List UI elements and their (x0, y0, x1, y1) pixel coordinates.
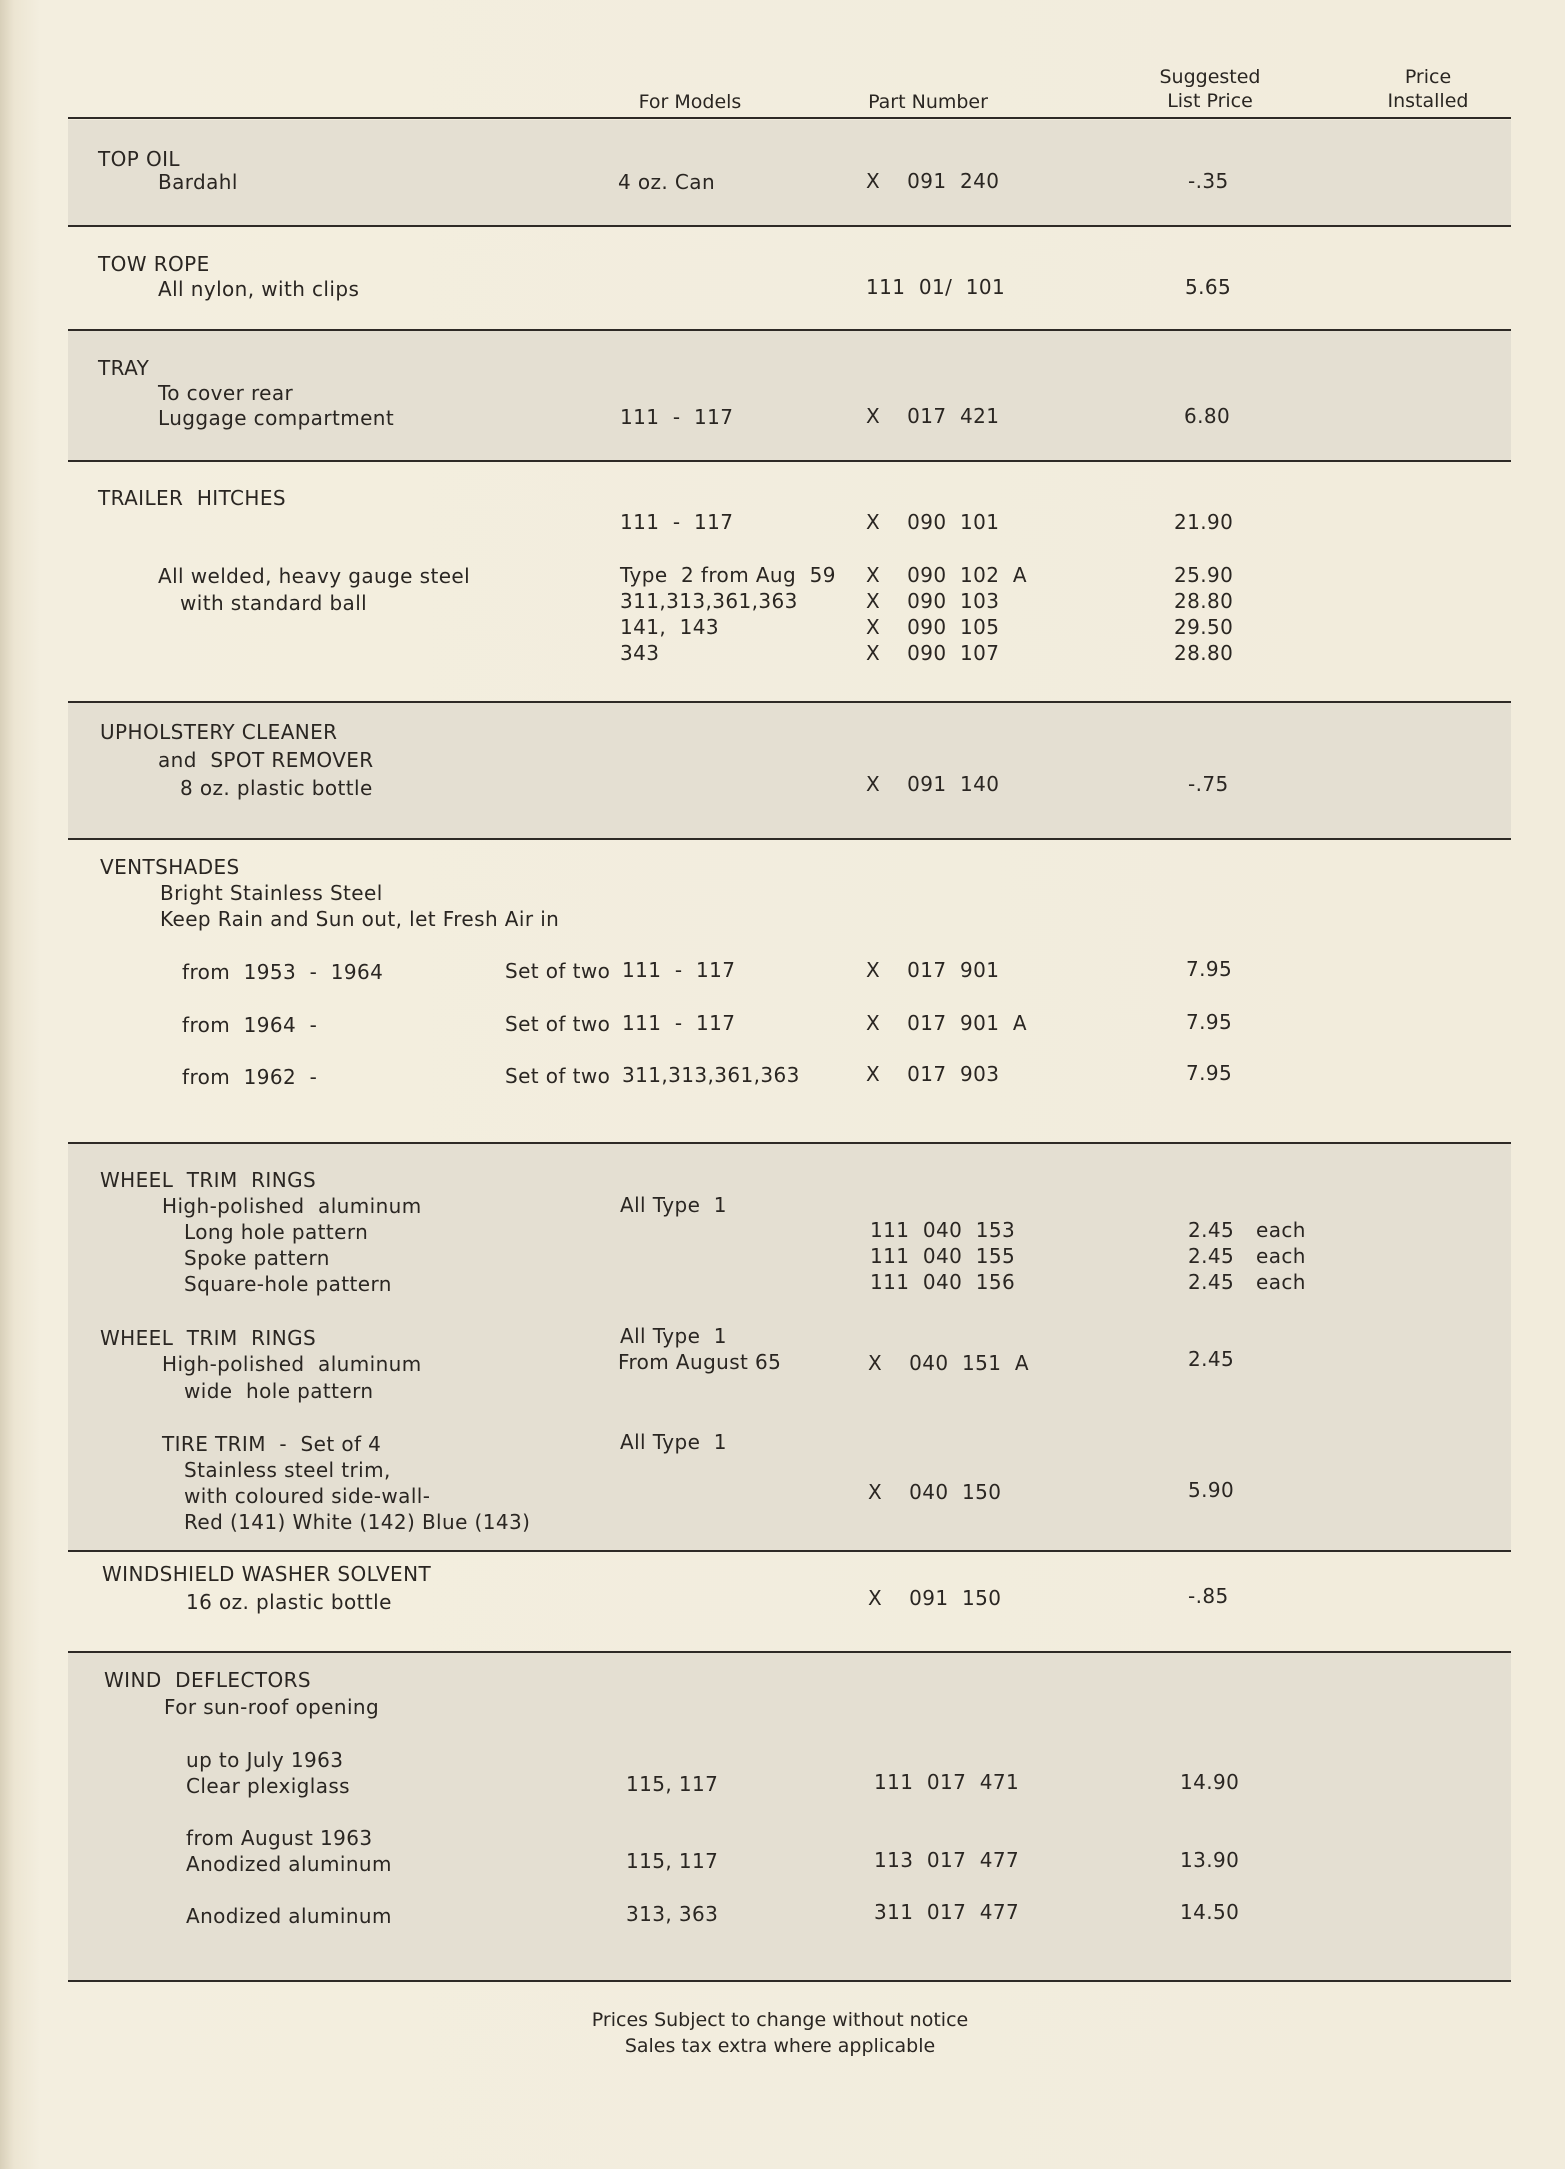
trailer-part: X 090 105 (866, 615, 1000, 639)
wheel-trim-row-part: 111 040 155 (870, 1244, 1016, 1268)
wind-deflector-part: 311 017 477 (874, 1900, 1020, 1924)
divider (68, 460, 1511, 462)
wind-deflector-price: 13.90 (1180, 1848, 1240, 1872)
tire-trim-price: 5.90 (1188, 1478, 1235, 1502)
wheel-trim-row-part: 111 040 153 (870, 1218, 1016, 1242)
wind-deflector-models: 313, 363 (626, 1902, 719, 1926)
wheel-trim-2-models-1: All Type 1 (620, 1324, 727, 1348)
divider (68, 329, 1511, 331)
trailer-models: 343 (620, 641, 660, 665)
header-list-price: List Price (1167, 90, 1253, 112)
wind-deflector-price: 14.50 (1180, 1900, 1240, 1924)
ventshades-from: from 1962 - (182, 1065, 318, 1089)
wheel-trim-2-models-2: From August 65 (618, 1350, 782, 1374)
washer-part: X 091 150 (868, 1586, 1002, 1610)
divider (68, 1651, 1511, 1653)
wind-deflector-line-2: Anodized aluminum (186, 1852, 392, 1876)
header-for-models: For Models (638, 91, 742, 113)
section-title-wind-deflectors: WIND DEFLECTORS (104, 1668, 311, 1692)
section-title-wheel-trim-rings-2: WHEEL TRIM RINGS (100, 1326, 317, 1350)
wind-deflector-models: 115, 117 (626, 1849, 719, 1873)
header-installed: Installed (1387, 90, 1469, 112)
wheel-trim-row-price: 2.45 (1188, 1218, 1235, 1242)
top-oil-models: 4 oz. Can (618, 170, 716, 194)
washer-price: -.85 (1188, 1584, 1229, 1608)
upholstery-price: -.75 (1188, 772, 1229, 796)
tray-desc-1: To cover rear (158, 381, 294, 405)
wind-deflector-models: 115, 117 (626, 1772, 719, 1796)
trailer-models: 141, 143 (620, 615, 720, 639)
tow-rope-part: 111 01/ 101 (866, 275, 1006, 299)
wheel-trim-row-price: 2.45 (1188, 1270, 1235, 1294)
divider (68, 1550, 1511, 1552)
ventshades-set: Set of two (505, 1064, 611, 1088)
wheel-trim-row-unit: each (1256, 1270, 1306, 1294)
wheel-trim-2-desc-2: wide hole pattern (184, 1379, 374, 1403)
wind-deflectors-desc: For sun-roof opening (164, 1695, 380, 1719)
top-oil-desc: Bardahl (158, 170, 238, 194)
section-title-ventshades: VENTSHADES (100, 855, 240, 879)
wheel-trim-row-desc: Long hole pattern (184, 1220, 369, 1244)
tire-trim-desc-1: Stainless steel trim, (184, 1458, 391, 1482)
divider (68, 1980, 1511, 1982)
upholstery-part: X 091 140 (866, 772, 1000, 796)
section-title-tray: TRAY (98, 356, 150, 380)
ventshades-models: 111 - 117 (622, 958, 736, 982)
tire-trim-models: All Type 1 (620, 1430, 727, 1454)
footer-line-2: Sales tax extra where applicable (624, 2035, 936, 2057)
wheel-trim-desc: High-polished aluminum (162, 1194, 422, 1218)
trailer-desc-2: with standard ball (180, 591, 368, 615)
header-part-number: Part Number (868, 91, 988, 113)
top-oil-price: -.35 (1188, 169, 1229, 193)
section-title-windshield-washer: WINDSHIELD WASHER SOLVENT (102, 1562, 432, 1586)
header-suggested: Suggested (1159, 66, 1261, 88)
wheel-trim-2-part: X 040 151 A (868, 1351, 1029, 1375)
tow-rope-desc: All nylon, with clips (158, 277, 360, 301)
ventshades-models: 311,313,361,363 (622, 1063, 800, 1087)
wheel-trim-row-desc: Square-hole pattern (184, 1272, 392, 1296)
tow-rope-price: 5.65 (1185, 275, 1232, 299)
ventshades-price: 7.95 (1186, 957, 1233, 981)
wheel-trim-row-desc: Spoke pattern (184, 1246, 330, 1270)
divider (68, 838, 1511, 840)
trailer-price: 28.80 (1174, 589, 1234, 613)
wind-deflector-line-1: from August 1963 (186, 1826, 373, 1850)
tire-trim-desc-2: with coloured side-wall- (184, 1484, 431, 1508)
wheel-trim-row-unit: each (1256, 1244, 1306, 1268)
trailer-part: X 090 103 (866, 589, 1000, 613)
trailer-part: X 090 101 (866, 510, 1000, 534)
footer-line-1: Prices Subject to change without notice (591, 2009, 969, 2031)
wheel-trim-row-part: 111 040 156 (870, 1270, 1016, 1294)
upholstery-desc-2: 8 oz. plastic bottle (180, 776, 373, 800)
wind-deflector-price: 14.90 (1180, 1770, 1240, 1794)
wheel-trim-row-unit: each (1256, 1218, 1306, 1242)
tray-models: 111 - 117 (620, 405, 734, 429)
ventshades-models: 111 - 117 (622, 1011, 736, 1035)
ventshades-part: X 017 903 (866, 1062, 1000, 1086)
wheel-trim-2-desc-1: High-polished aluminum (162, 1352, 422, 1376)
trailer-models: Type 2 from Aug 59 (620, 563, 836, 587)
trailer-price: 25.90 (1174, 563, 1234, 587)
trailer-models: 111 - 117 (620, 510, 734, 534)
section-title-tire-trim: TIRE TRIM - Set of 4 (162, 1432, 382, 1456)
trailer-part: X 090 102 A (866, 563, 1027, 587)
section-title-upholstery: UPHOLSTERY CLEANER (100, 720, 338, 744)
tire-trim-desc-3: Red (141) White (142) Blue (143) (184, 1510, 531, 1534)
trailer-price: 21.90 (1174, 510, 1234, 534)
ventshades-set: Set of two (505, 959, 611, 983)
trailer-price: 29.50 (1174, 615, 1234, 639)
section-title-tow-rope: TOW ROPE (98, 252, 210, 276)
tray-price: 6.80 (1184, 404, 1231, 428)
wheel-trim-2-price: 2.45 (1188, 1347, 1235, 1371)
trailer-models: 311,313,361,363 (620, 589, 798, 613)
wind-deflector-line-1: up to July 1963 (186, 1748, 344, 1772)
divider (68, 117, 1511, 119)
header-price: Price (1404, 66, 1452, 88)
trailer-part: X 090 107 (866, 641, 1000, 665)
ventshades-price: 7.95 (1186, 1061, 1233, 1085)
section-title-trailer-hitches: TRAILER HITCHES (98, 486, 286, 510)
tray-part: X 017 421 (866, 404, 1000, 428)
section-title-wheel-trim-rings: WHEEL TRIM RINGS (100, 1168, 317, 1192)
trailer-price: 28.80 (1174, 641, 1234, 665)
band-top-oil (68, 120, 1511, 226)
upholstery-desc-1: and SPOT REMOVER (158, 748, 374, 772)
washer-desc: 16 oz. plastic bottle (186, 1590, 392, 1614)
ventshades-from: from 1953 - 1964 (182, 960, 384, 984)
ventshades-part: X 017 901 A (866, 1011, 1027, 1035)
wind-deflector-part: 111 017 471 (874, 1770, 1020, 1794)
wheel-trim-row-price: 2.45 (1188, 1244, 1235, 1268)
top-oil-part: X 091 240 (866, 169, 1000, 193)
wheel-trim-models: All Type 1 (620, 1193, 727, 1217)
ventshades-price: 7.95 (1186, 1010, 1233, 1034)
wind-deflector-line-2: Anodized aluminum (186, 1904, 392, 1928)
divider (68, 701, 1511, 703)
section-title-top-oil: TOP OIL (98, 147, 180, 171)
trailer-desc-1: All welded, heavy gauge steel (158, 564, 471, 588)
tire-trim-part: X 040 150 (868, 1480, 1002, 1504)
ventshades-from: from 1964 - (182, 1013, 318, 1037)
ventshades-desc-1: Bright Stainless Steel (160, 881, 383, 905)
tray-desc-2: Luggage compartment (158, 406, 395, 430)
ventshades-part: X 017 901 (866, 958, 1000, 982)
ventshades-set: Set of two (505, 1012, 611, 1036)
ventshades-desc-2: Keep Rain and Sun out, let Fresh Air in (160, 907, 560, 931)
divider (68, 1142, 1511, 1144)
wind-deflector-part: 113 017 477 (874, 1848, 1020, 1872)
wind-deflector-line-2: Clear plexiglass (186, 1774, 351, 1798)
divider (68, 225, 1511, 227)
